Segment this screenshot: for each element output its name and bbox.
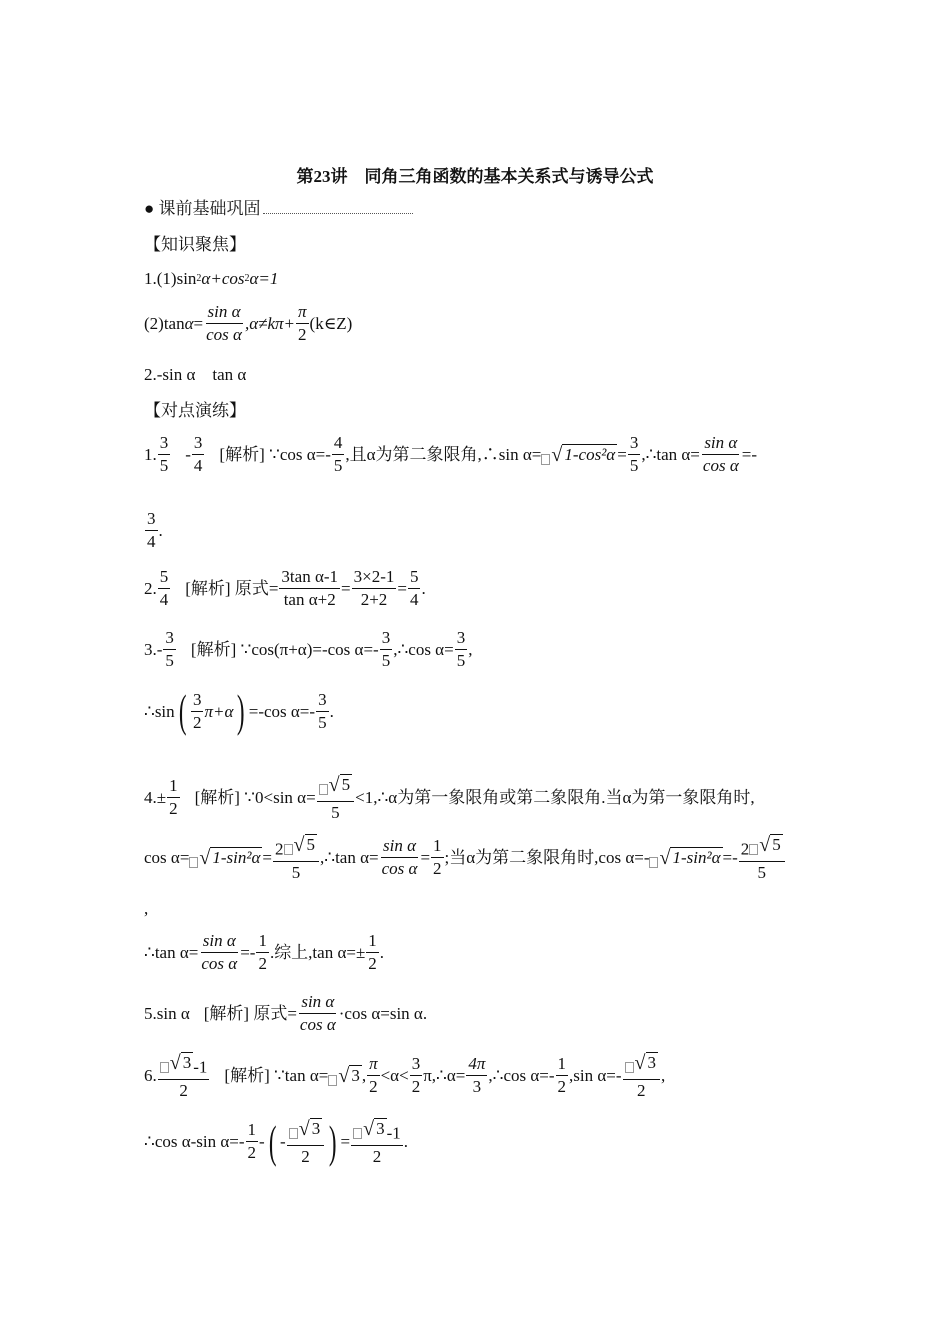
practice-item-4: 4.± $\frac{1}{2}$ [解析] ∵0<sin α= √ 5 5 <1,∴α为第一象限角或第二象限角.当α为第一象限角时,	[144, 773, 755, 822]
heading-knowledge: 【知识聚焦】	[144, 235, 246, 254]
practice-item-4-line2: cos α= √ 1-sin²α = 2 √ 5 5 ,∴tan α= $\frac{\text{sin α}}{\text{cos α}}$ = $\frac{1}{2}$ ;当α为第二象限角时,cos α=- √ 1-sin²α =- 2 √ 5 5	[144, 834, 786, 881]
page-title: 第23讲 同角三角函数的基本关系式与诱导公式	[296, 167, 654, 186]
section-label: ● 课前基础巩固	[144, 199, 261, 218]
fraction: $\frac{1}{2}$	[247, 1120, 257, 1163]
fraction: 2 √ 5 5	[273, 834, 319, 881]
knowledge-item-1: 1.(1) sin 2 α+cos 2 α=1	[144, 269, 279, 288]
practice-item-1-cont: $\frac{3}{4}$ .	[147, 509, 163, 551]
fraction: $\frac{\pi}{2}$	[298, 302, 307, 344]
practice-item-2: 2. $\frac{5}{4}$ [解析] 原式= $\frac{\text{3tan α-1}}{\text{tan α+2}}$ = $\frac{3\times 2-1}{2+2}$ = $\frac{5}{4}$ .	[144, 567, 426, 609]
fraction: $\frac{4}{5}$	[333, 433, 343, 475]
practice-item-4-line3: ,	[144, 899, 149, 918]
fraction: $\frac{\text{sin α}}{\text{cos α}}$	[702, 433, 739, 475]
fraction: $\frac{1}{2}$	[169, 776, 178, 819]
practice-item-3-cont: ∴sin ( $\frac{3}{2}$ π+α ) =-cos α=- $\frac{3}{5}$ .	[144, 685, 334, 736]
fraction: $\frac{1}{2}$	[258, 931, 267, 973]
fraction: $\frac{1}{2}$	[557, 1054, 567, 1097]
heading-practice: 【对点演练】	[144, 401, 246, 420]
fraction: √ 3 -1 2	[351, 1118, 403, 1165]
fraction: $\frac{1}{2}$	[433, 836, 442, 879]
practice-item-4-line4: ∴tan α= $\frac{\text{sin α}}{\text{cos α}}$ =- $\frac{1}{2}$ .综上,tan α=± $\frac{1}{2}$ .	[144, 931, 385, 973]
fraction: √ 3 2	[623, 1052, 660, 1099]
section-header	[144, 200, 413, 217]
sqrt: √ 1-cos²α	[541, 444, 617, 465]
fraction: √ 5 5	[317, 774, 354, 821]
fraction: $\frac{3}{2}$	[192, 689, 202, 732]
fraction: $\frac{5}{4}$	[159, 567, 169, 609]
dotted-leader	[263, 204, 413, 214]
fraction: $\frac{4\pi}{3}$	[468, 1054, 486, 1097]
practice-item-6: 6. √ 3 -1 2 [解析] ∵tan α= √ 3 , $\frac{\pi}{2}$ <α< $\frac{3}{2}$ π,∴α= $\frac{4\pi}{3}$ ,∴cos α=- $\frac{1}{2}$ ,sin α=- √ 3 2 ,	[144, 1051, 666, 1100]
fraction: $\frac{\text{sin α}}{\text{cos α}}$	[299, 992, 336, 1034]
practice-item-5: 5.sin α [解析] 原式= $\frac{\text{sin α}}{\text{cos α}}$ ·cos α=sin α.	[144, 992, 428, 1034]
fraction: $\frac{3}{5}$	[318, 689, 327, 732]
analysis-tag: [解析]	[219, 444, 265, 464]
fraction: $\frac{3}{4}$	[147, 509, 156, 551]
fraction: $\frac{3}{5}$	[456, 628, 466, 670]
fraction: √ 3 2	[287, 1118, 324, 1165]
fraction: $\frac{3}{5}$	[381, 628, 391, 670]
knowledge-item-3: 2.-sin α tan α	[144, 365, 247, 384]
fraction: $\frac{3\times 2-1}{2+2}$	[353, 567, 395, 609]
fraction: √ 3 -1 2	[158, 1052, 210, 1099]
practice-item-6-cont: ∴cos α-sin α=- $\frac{1}{2}$ - ( - √ 3 2 ) = √ 3 -1 2 .	[144, 1115, 409, 1167]
fraction: $\frac{\text{3tan α-1}}{\text{tan α+2}}$	[281, 567, 339, 609]
fraction: 2 √ 5 5	[739, 834, 785, 881]
fraction: $\frac{5}{4}$	[409, 567, 419, 609]
fraction: $\frac{3}{4}$	[193, 433, 203, 475]
fraction: $\frac{\pi}{2}$	[369, 1054, 378, 1097]
fraction: $\frac{3}{5}$	[165, 628, 174, 670]
practice-item-1: 1. $\frac{3}{5}$ - $\frac{3}{4}$ [解析] ∵cos α=- $\frac{4}{5}$ ,且α为第二象限角,∴sin α= √ 1-cos²α = $\frac{3}{5}$ ,∴tan α= $\frac{\text{sin α}}{\text{cos α}}$ =-	[144, 433, 757, 475]
fraction: $\frac{1}{2}$	[368, 931, 377, 973]
fraction: $\frac{\text{sin α}}{\text{cos α}}$	[206, 302, 242, 344]
fraction: $\frac{3}{2}$	[411, 1054, 421, 1097]
practice-item-3: 3.- $\frac{3}{5}$ [解析] ∵cos(π+α)=-cos α=- $\frac{3}{5}$ ,∴cos α= $\frac{3}{5}$ ,	[144, 628, 473, 670]
fraction: $\frac{\text{sin α}}{\text{cos α}}$	[381, 836, 418, 879]
fraction: $\frac{\text{sin α}}{\text{cos α}}$	[201, 931, 238, 973]
fraction: $\frac{3}{5}$	[159, 433, 169, 475]
knowledge-item-2: (2)tan α = $\frac{\text{sin α}}{\text{cos α}}$ ,α≠kπ+ $\frac{\pi}{2}$ (k∈Z)	[144, 302, 353, 344]
fraction: $\frac{3}{5}$	[629, 433, 639, 475]
